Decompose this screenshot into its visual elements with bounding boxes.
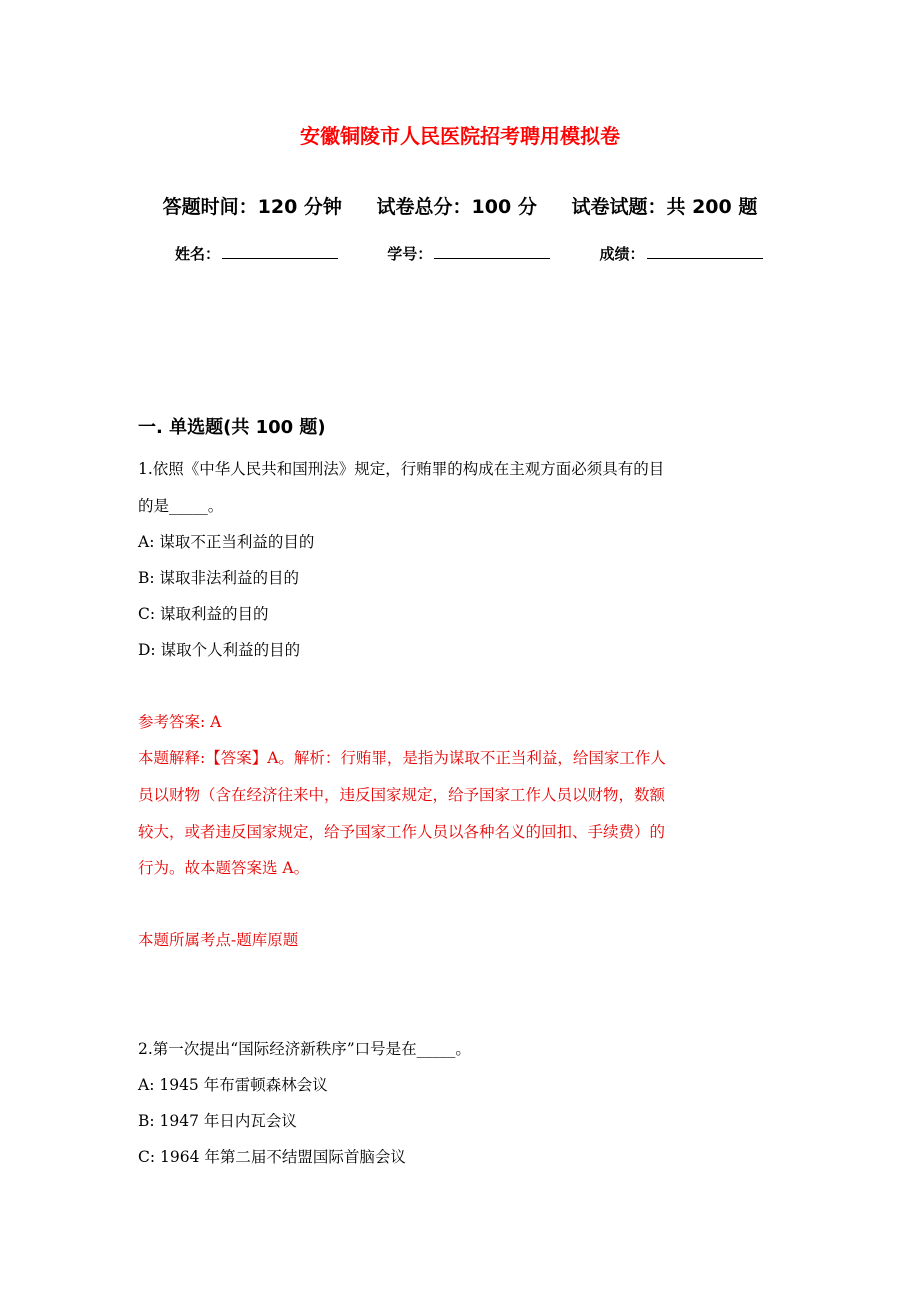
student-fields — [175, 243, 807, 264]
q1-option-d: D: 谋取个人利益的目的 — [138, 641, 301, 659]
q2-option-b: B: 1947 年日内瓦会议 — [138, 1112, 297, 1130]
grade-field — [600, 243, 763, 264]
name-label: 姓名： — [175, 245, 221, 263]
exam-meta — [0, 192, 920, 219]
exam-total-score: 试卷总分：100 分 — [376, 196, 537, 218]
q1-explanation-line3: 较大，或者违反国家规定，给予国家工作人员以各种名义的回扣、手续费）的 — [138, 823, 666, 841]
q2-stem: 2.第一次提出“国际经济新秩序”口号是在_____。 — [138, 1040, 471, 1058]
grade-blank — [647, 244, 763, 259]
q1-explanation-line1: 本题解释:【答案】A。解析：行贿罪，是指为谋取不正当利益，给国家工作人 — [138, 749, 666, 767]
q1-explanation-line2: 员以财物（含在经济往来中，违反国家规定，给予国家工作人员以财物，数额 — [138, 786, 666, 804]
q1-explanation-line4: 行为。故本题答案选 A。 — [138, 859, 310, 877]
q1-option-a: A: 谋取不正当利益的目的 — [138, 533, 315, 551]
q1-answer: 参考答案: A — [138, 713, 222, 731]
q1-knowledge-point: 本题所属考点-题库原题 — [138, 931, 299, 949]
name-field — [175, 243, 338, 264]
q1-option-b: B: 谋取非法利益的目的 — [138, 569, 300, 587]
id-field — [387, 243, 550, 264]
grade-label: 成绩： — [599, 245, 645, 263]
q1-stem-line2: 的是_____。 — [138, 497, 224, 515]
q1-stem-line1: 1.依照《中华人民共和国刑法》规定，行贿罪的构成在主观方面必须具有的目 — [138, 460, 665, 478]
id-label: 学号： — [387, 245, 433, 263]
q2-option-c: C: 1964 年第二届不结盟国际首脑会议 — [138, 1148, 406, 1166]
exam-time: 答题时间：120 分钟 — [162, 196, 342, 218]
id-blank — [434, 244, 550, 259]
name-blank — [222, 244, 338, 259]
section-heading: 一. 单选题(共 100 题) — [138, 417, 326, 438]
exam-title: 安徽铜陵市人民医院招考聘用模拟卷 — [300, 124, 620, 148]
exam-question-count: 试卷试题：共 200 题 — [571, 196, 758, 218]
q1-option-c: C: 谋取利益的目的 — [138, 605, 269, 623]
q2-option-a: A: 1945 年布雷顿森林会议 — [138, 1076, 328, 1094]
